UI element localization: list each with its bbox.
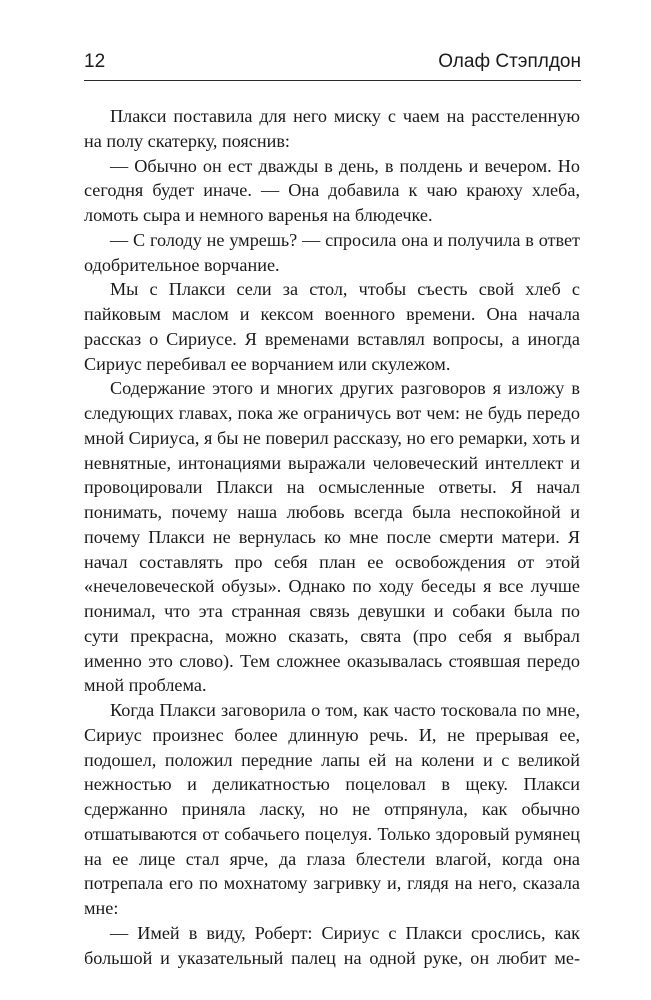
paragraph: — Обычно он ест дважды в день, в полдень и вечером. Но сегодня будет иначе. — Она добавила к чаю краюху хлеба, ломоть сыра и немного варенья на блюдечке. bbox=[84, 155, 580, 225]
paragraph: Мы с Плакси сели за стол, чтобы съесть свой хлеб с пайковым маслом и кексом военного времени. Она начала рассказ о Сириусе. Я временами вставлял вопросы, а иногда Сириус перебивал ее ворчанием или скулежом. bbox=[84, 279, 580, 374]
page-number: 12 bbox=[84, 51, 106, 72]
body-text bbox=[84, 104, 580, 970]
paragraph: Содержание этого и многих других разговоров я изложу в следующих главах, пока же ограничусь вот чем: не будь передо мной Сириуса, я бы не поверил рассказу, но его ремарки, хоть и невнятные, интонациями выражали человеческий интеллект и провоцировали Плакси на осмысленные ответы. Я начал понимать, почему наша любовь всегда была неспокойной и почему Плакси не вернулась ко мне после смерти матери. Я начал составлять про себя план ее освобождения от этой «нечеловеческой обузы». Однако по ходу беседы я все лучше понимал, что эта странная связь девушки и собаки была по сути прекрасна, можно сказать, свята (про себя я выбрал именно это слово). Тем сложнее оказывалась стоявшая передо мной проблема. bbox=[84, 378, 580, 696]
running-head bbox=[84, 50, 581, 81]
paragraph: — Имей в виду, Роберт: Сириус с Плакси срослись, как большой и указательный палец на одной руке, он любит ме- bbox=[84, 922, 580, 968]
paragraph: Когда Плакси заговорила о том, как часто тосковала по мне, Сириус произнес более длинную речь. И, не прерывая ее, подошел, положил передние лапы ей на колени и с великой нежностью и деликатностью поцеловал в щеку. Плакси сдержанно приняла ласку, но не отпрянула, как обычно отшатываются от собачьего поцелуя. Только здоровый румянец на ее лице стал ярче, да глаза блестели влагой, когда она потрепала его по мохнатому загривку и, глядя на него, сказала мне: bbox=[84, 700, 580, 918]
running-title: Олаф Стэплдон bbox=[438, 51, 581, 72]
paragraph: Плакси поставила для него миску с чаем на расстеленную на полу скатерку, пояснив: bbox=[84, 106, 580, 151]
paragraph: — С голоду не умрешь? — спросила она и получила в ответ одобрительное ворчание. bbox=[84, 229, 580, 275]
